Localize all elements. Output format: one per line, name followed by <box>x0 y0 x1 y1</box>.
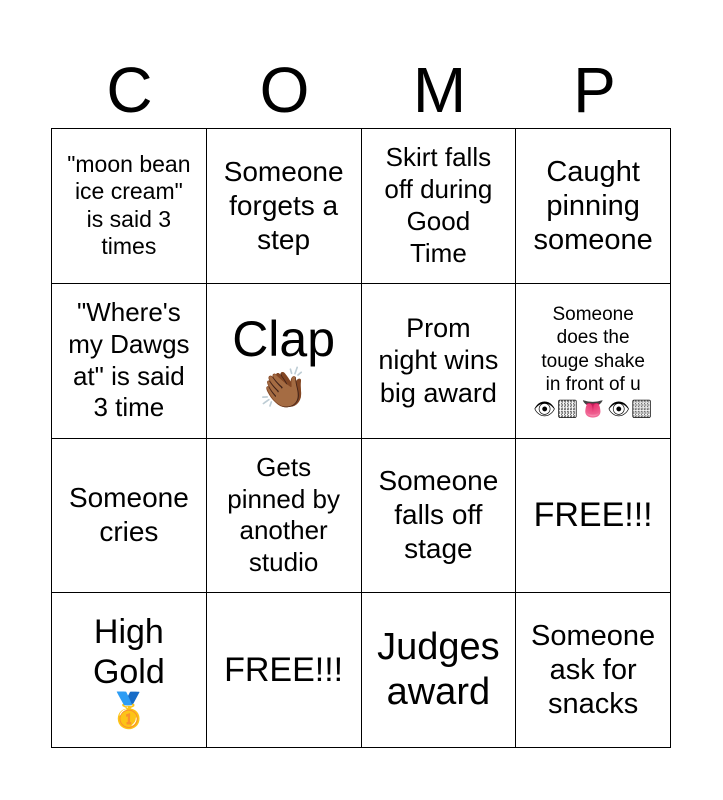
bingo-cell-r3c3[interactable] <box>362 439 517 594</box>
bingo-cell-r2c3[interactable] <box>362 284 517 439</box>
bingo-cell-r1c1[interactable] <box>52 129 207 284</box>
bingo-cell-text: Prom night wins big award <box>378 313 499 408</box>
bingo-cell-text: Someone ask for snacks <box>531 619 656 721</box>
bingo-cell-r1c4[interactable] <box>516 129 671 284</box>
bingo-cell-text: Someone cries <box>68 482 189 548</box>
header-letter-m: M <box>412 54 467 126</box>
bingo-board <box>51 128 671 748</box>
bingo-cell-text: Judges award <box>377 626 500 714</box>
bingo-cell-r2c1[interactable] <box>52 284 207 439</box>
bingo-cell-r4c1[interactable] <box>52 593 207 748</box>
bingo-cell-r2c4[interactable] <box>516 284 671 439</box>
bingo-cell-text: Someone forgets a step <box>223 155 344 255</box>
bingo-cell-r3c1[interactable] <box>52 439 207 594</box>
bingo-cell-text: Caught pinning someone <box>533 155 653 256</box>
bingo-cell-r4c4[interactable] <box>516 593 671 748</box>
emoji-row <box>533 400 653 418</box>
bingo-cell-r2c2[interactable] <box>207 284 362 439</box>
header-letter-p: P <box>573 54 616 126</box>
bingo-cell-text: Someone falls off stage <box>378 465 499 565</box>
bingo-cell-text: Gets pinned by another studio <box>227 451 340 578</box>
eye-icon: 👁🏻 <box>607 398 654 419</box>
bingo-cell-text: Clap <box>232 311 336 368</box>
bingo-cell-text: Someone does the touge shake in front of u <box>541 304 645 395</box>
bingo-cell-text: FREE!!! <box>533 496 653 535</box>
tongue-icon: 👅 <box>581 398 605 419</box>
bingo-header <box>52 52 672 128</box>
gold-medal-icon: 🥇 <box>107 692 151 731</box>
bingo-cell-text: High Gold <box>92 613 165 692</box>
header-letter-c: C <box>106 54 153 126</box>
bingo-cell-r3c2[interactable] <box>207 439 362 594</box>
bingo-cell-r4c2[interactable] <box>207 593 362 748</box>
bingo-cell-text: Skirt falls off during Good Time <box>384 142 493 268</box>
bingo-cell-r3c4[interactable] <box>516 439 671 594</box>
bingo-cell-r4c3[interactable] <box>362 593 517 748</box>
bingo-cell-r1c2[interactable] <box>207 129 362 284</box>
bingo-cell-text: "moon bean ice cream" is said 3 times <box>67 150 191 260</box>
header-letter-o: O <box>259 54 310 126</box>
clapping-hands-icon: 👏🏾 <box>258 367 309 412</box>
bingo-cell-r1c3[interactable] <box>362 129 517 284</box>
bingo-cell-text: "Where's my Dawgs at" is said 3 time <box>68 297 190 423</box>
bingo-cell-text: FREE!!! <box>224 651 344 690</box>
eye-icon: 👁🏻 <box>533 398 579 419</box>
